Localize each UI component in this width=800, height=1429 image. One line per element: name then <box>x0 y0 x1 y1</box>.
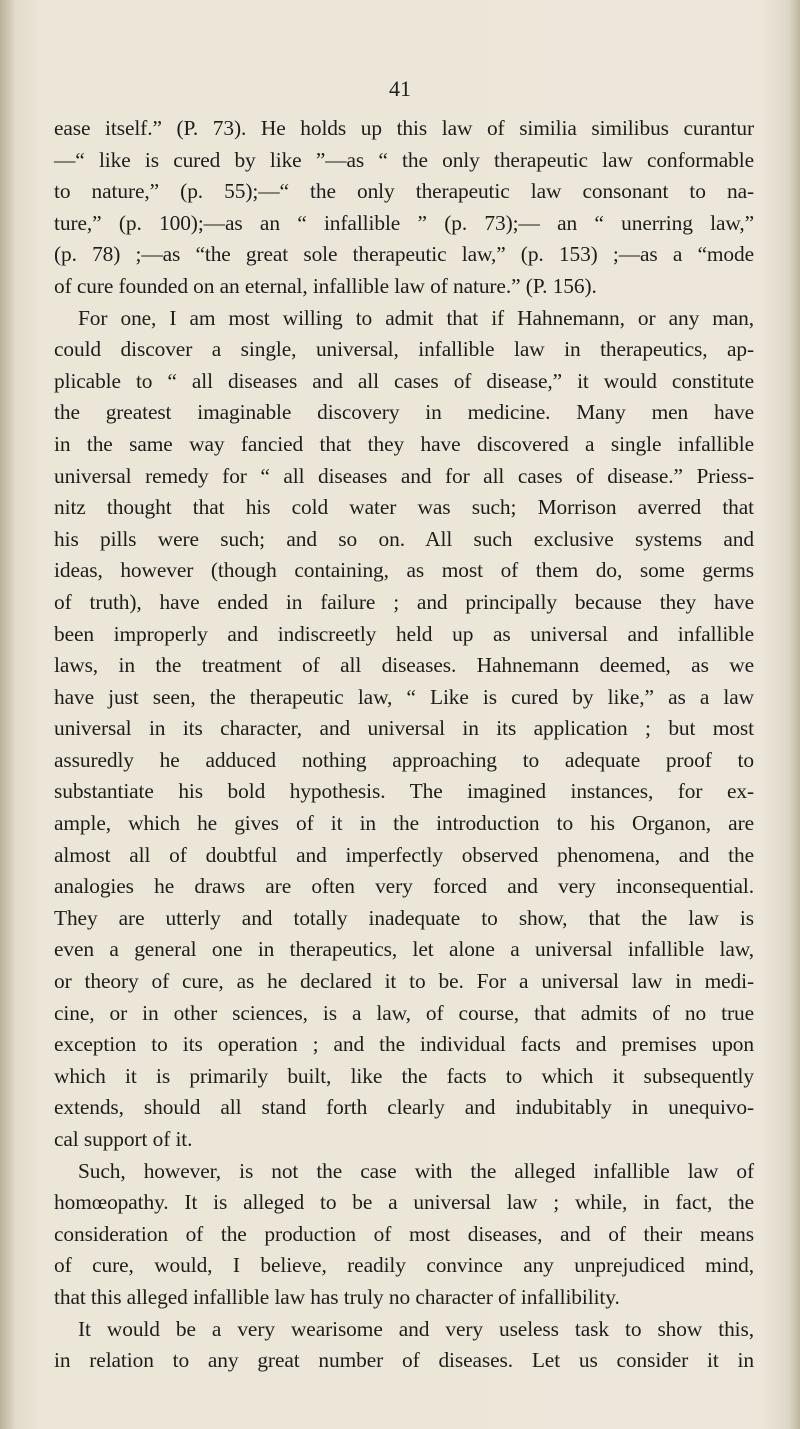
text-line: or theory of cure, as he declared it to be. For a universal law in medi- <box>54 969 754 994</box>
page-left-edge <box>0 0 14 1429</box>
text-line: of cure, would, I believe, readily convince any unprejudiced mind, <box>54 1253 754 1278</box>
text-line: of truth), have ended in failure ; and principally because they have <box>54 589 754 614</box>
text-line: that this alleged infallible law has truly no character of infallibility. <box>54 1284 620 1309</box>
text-line: analogies he draws are often very forced and very inconsequential. <box>54 874 754 899</box>
text-line: ture,” (p. 100);—as an “ infallible ” (p. 73);— an “ unerring law,” <box>54 210 754 235</box>
text-line: cine, or in other sciences, is a law, of course, that admits of no true <box>54 1000 754 1025</box>
text-line: almost all of doubtful and imperfectly observed phenomena, and the <box>54 842 754 867</box>
text-line: assuredly he adduced nothing approaching to adequate proof to <box>54 747 754 772</box>
text-line: could discover a single, universal, infallible law in therapeutics, ap- <box>54 337 754 362</box>
text-line: which it is primarily built, like the facts to which it subsequently <box>54 1063 754 1088</box>
text-line: his pills were such; and so on. All such exclusive systems and <box>54 526 754 551</box>
page-number: 41 <box>389 76 411 101</box>
text-line: the greatest imaginable discovery in medicine. Many men have <box>54 400 754 425</box>
text-line: have just seen, the therapeutic law, “ Like is cured by like,” as a law <box>54 684 754 709</box>
text-line: —“ like is cured by like ”—as “ the only therapeutic law conformable <box>54 147 754 172</box>
text-line: It would be a very wearisome and very useless task to show this, <box>78 1316 754 1341</box>
text-line: (p. 78) ;—as “the great sole therapeutic law,” (p. 153) ;—as a “mode <box>54 242 754 267</box>
text-line: ease itself.” (P. 73). He holds up this law of similia similibus curantur <box>54 116 754 140</box>
text-line: plicable to “ all diseases and all cases of disease,” it would constitute <box>54 368 754 393</box>
text-line: substantiate his bold hypothesis. The imagined instances, for ex- <box>54 779 754 804</box>
text-line: consideration of the production of most diseases, and of their means <box>54 1221 754 1246</box>
text-line: been improperly and indiscreetly held up as universal and infallible <box>54 621 754 646</box>
text-line: They are utterly and totally inadequate to show, that the law is <box>54 905 754 930</box>
text-line: of cure founded on an eternal, infallible law of nature.” (P. 156). <box>54 273 597 298</box>
text-line: laws, in the treatment of all diseases. Hahnemann deemed, as we <box>54 653 754 678</box>
text-line: ideas, however (though containing, as most of them do, some germs <box>54 558 754 583</box>
text-line: Such, however, is not the case with the alleged infallible law of <box>78 1158 754 1183</box>
text-line: nitz thought that his cold water was such; Morrison averred that <box>54 495 754 520</box>
text-line: homœopathy. It is alleged to be a universal law ; while, in fact, the <box>54 1190 754 1215</box>
page-right-edge <box>788 0 800 1429</box>
text-line: in relation to any great number of diseases. Let us consider it in <box>54 1348 754 1373</box>
text-line: even a general one in therapeutics, let alone a universal infallible law, <box>54 937 754 962</box>
text-line: exception to its operation ; and the individual facts and premises upon <box>54 1032 754 1057</box>
text-line: For one, I am most willing to admit that if Hahnemann, or any man, <box>78 305 754 330</box>
text-line: universal remedy for “ all diseases and for all cases of disease.” Priess- <box>54 463 754 488</box>
text-line: to nature,” (p. 55);—“ the only therapeutic law consonant to na- <box>54 179 754 204</box>
text-line: universal in its character, and universal in its application ; but most <box>54 716 754 741</box>
text-line: ample, which he gives of it in the introduction to his Organon, are <box>54 811 754 836</box>
text-line: extends, should all stand forth clearly and indubitably in unequivo- <box>54 1095 754 1120</box>
body-text <box>54 113 754 1377</box>
text-line: in the same way fancied that they have discovered a single infallible <box>54 431 754 456</box>
text-line: cal support of it. <box>54 1127 193 1151</box>
